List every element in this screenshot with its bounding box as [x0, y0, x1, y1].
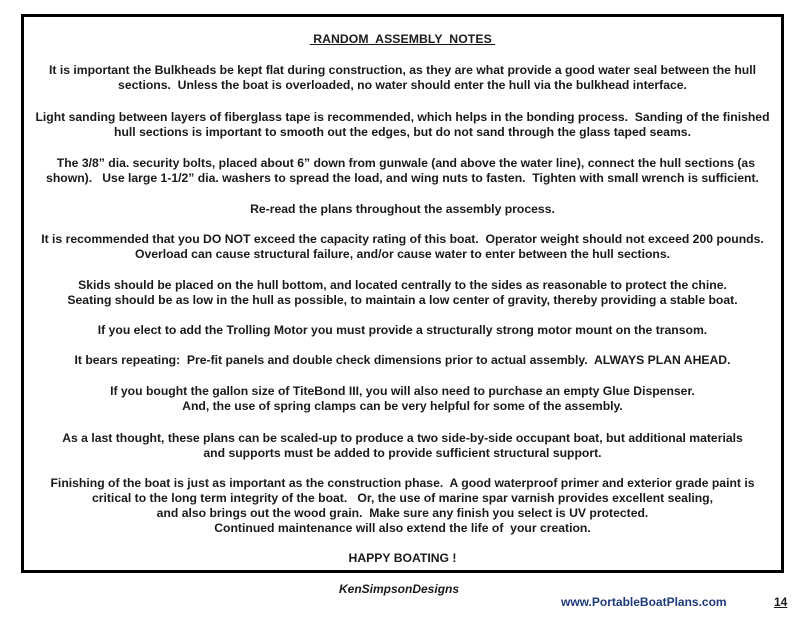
- paragraph-line: It is recommended that you DO NOT exceed the capacity rating of this boat. Operator weight should not exceed 200 pounds.: [41, 232, 764, 246]
- page-title-text: RANDOM ASSEMBLY NOTES: [309, 32, 496, 46]
- paragraph-line: If you bought the gallon size of TiteBond III, you will also need to purchase an empty Glue Dispenser.: [110, 384, 695, 398]
- paragraph-line: Re-read the plans throughout the assembly process.: [250, 202, 555, 216]
- paragraph-line: HAPPY BOATING !: [348, 551, 457, 565]
- page-title: [24, 32, 781, 46]
- paragraph-line: Light sanding between layers of fiberglass tape is recommended, which helps in the bonding process. Sanding of the finished: [35, 110, 770, 124]
- paragraph-line: and supports must be added to provide sufficient structural support.: [203, 446, 602, 460]
- paragraph-happy-boating: [24, 551, 781, 566]
- paragraph-line: Overload can cause structural failure, and/or cause water to enter between the hull sections.: [134, 247, 671, 261]
- paragraph-line: hull sections is important to smooth out the edges, but do not sand through the glass taped seams.: [114, 125, 691, 139]
- paragraph-line: critical to the long term integrity of the boat. Or, the use of marine spar varnish provides excellent sealing,: [91, 491, 714, 505]
- paragraph-line: It bears repeating: Pre-fit panels and double check dimensions prior to actual assembly. ALWAYS PLAN AHEAD.: [74, 353, 731, 367]
- paragraph-line: sections. Unless the boat is overloaded, no water should enter the hull via the bulkhead interface.: [118, 78, 687, 92]
- paragraph-line: shown). Use large 1-1/2” dia. washers to spread the load, and wing nuts to fasten. Tighten with small wrench is sufficient.: [46, 171, 759, 185]
- paragraph-line: and also brings out the wood grain. Make sure any finish you select is UV protected.: [156, 506, 649, 520]
- paragraph-bolts: [24, 156, 781, 186]
- paragraph-skids: [24, 278, 781, 308]
- paragraph-scaled-up: [24, 431, 781, 461]
- paragraph-bulkheads: [24, 63, 781, 93]
- paragraph-titebond: [24, 384, 781, 414]
- page-number: 14: [774, 595, 788, 609]
- notes-frame: [21, 14, 784, 573]
- paragraph-line: And, the use of spring clamps can be very helpful for some of the assembly.: [182, 399, 623, 413]
- paragraph-line: Skids should be placed on the hull bottom, and located centrally to the sides as reasonable to protect the chine.: [78, 278, 727, 292]
- paragraph-capacity: [24, 232, 781, 262]
- paragraph-line: Finishing of the boat is just as important as the construction phase. A good waterproof primer and exterior grade paint is: [50, 476, 755, 490]
- paragraph-trolling-motor: [24, 323, 781, 338]
- paragraph-line: Continued maintenance will also extend the life of your creation.: [214, 521, 591, 535]
- paragraph-line: If you elect to add the Trolling Motor you must provide a structurally strong motor mount on the transom.: [97, 323, 708, 337]
- paragraph-reread: [24, 202, 781, 217]
- paragraph-finishing: [24, 476, 781, 536]
- paragraph-line: As a last thought, these plans can be scaled-up to produce a two side-by-side occupant boat, but additional materials: [62, 431, 743, 445]
- paragraph-sanding: [24, 110, 781, 140]
- footer-url-link[interactable]: www.PortableBoatPlans.com: [561, 595, 727, 609]
- paragraph-repeating: [24, 353, 781, 368]
- paragraph-line: The 3/8” dia. security bolts, placed about 6” down from gunwale (and above the water line), connect the hull sections (as: [50, 156, 755, 170]
- paragraph-line: Seating should be as low in the hull as possible, to maintain a low center of gravity, thereby providing a stable boat.: [67, 293, 738, 307]
- footer-brand: KenSimpsonDesigns: [339, 582, 460, 596]
- paragraph-line: It is important the Bulkheads be kept flat during construction, as they are what provide a good water seal between the hull: [49, 63, 756, 77]
